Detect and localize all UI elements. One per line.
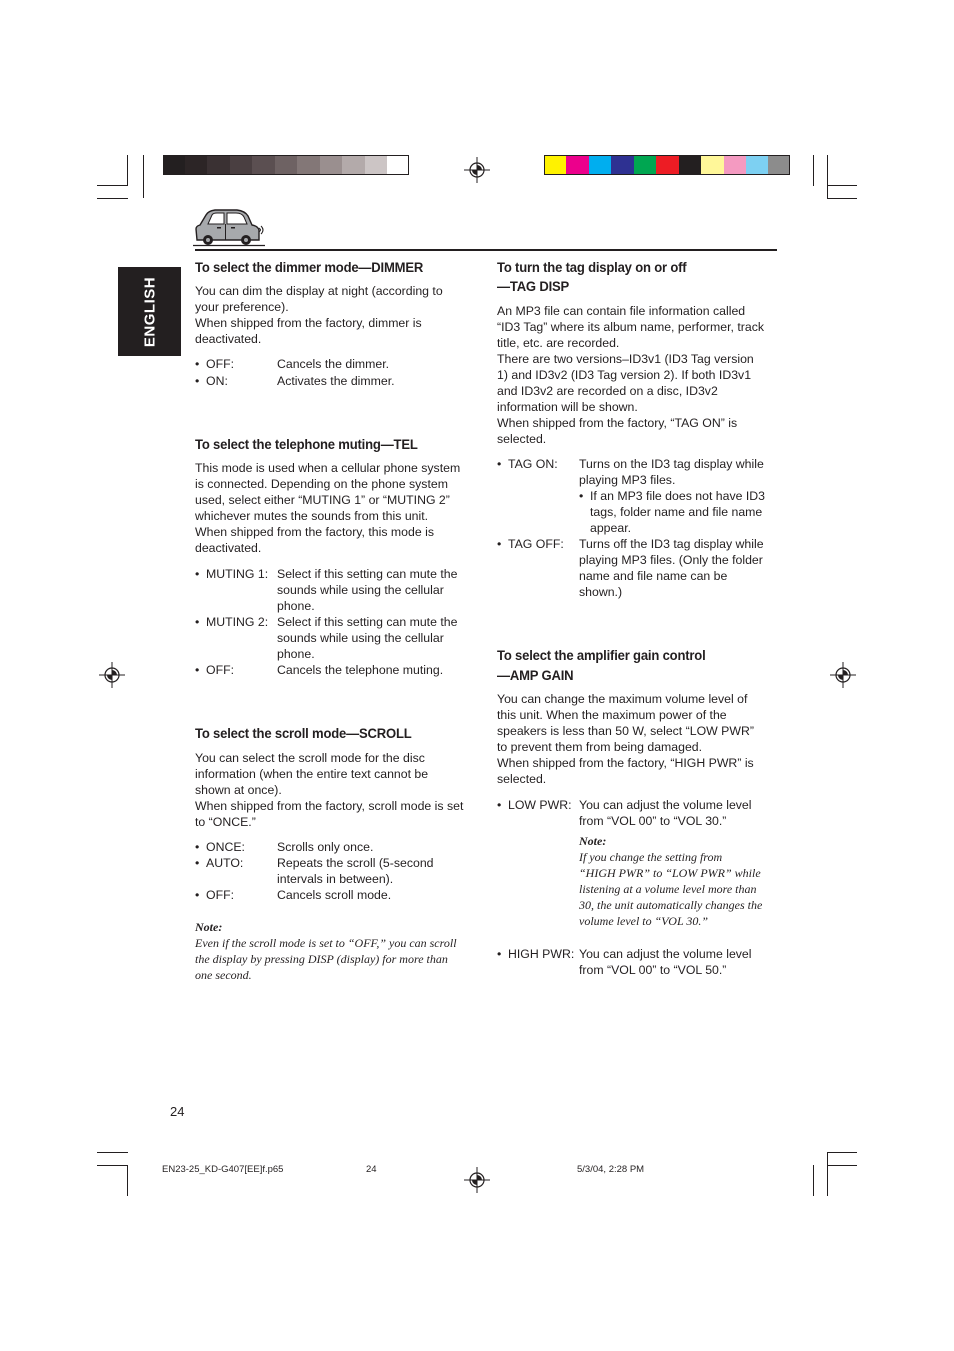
item-term: LOW PWR: xyxy=(508,798,572,812)
item-term: ONCE: xyxy=(206,840,245,854)
crop-mark xyxy=(127,155,128,186)
tag-heading-2: —TAG DISP xyxy=(497,279,570,295)
list-item xyxy=(195,662,485,678)
bar-outline xyxy=(544,155,790,175)
car-icon xyxy=(193,207,265,247)
item-desc: Cancels the telephone muting. xyxy=(277,663,444,677)
crop-mark xyxy=(813,1165,814,1196)
item-desc: If an MP3 file does not have ID3 tags, folder name and file name appear. xyxy=(590,489,765,535)
item-desc: Scrolls only once. xyxy=(277,840,374,854)
item-term: TAG OFF: xyxy=(508,537,564,551)
bullet: • xyxy=(497,537,502,551)
language-tab xyxy=(118,267,181,356)
note-text: If you change the setting from “HIGH PWR” to “LOW PWR” while listening at a volume level more than 30, the unit automatically changes the volume level to “VOL 30.” xyxy=(579,850,763,928)
bullet: • xyxy=(195,567,200,581)
crop-mark xyxy=(97,1165,128,1166)
tel-heading: To select the telephone muting—TEL xyxy=(195,437,418,453)
crop-mark xyxy=(827,185,857,186)
item-desc: Select if this setting can mute the sounds while using the cellular phone. xyxy=(277,615,458,661)
item-term: OFF: xyxy=(206,663,235,677)
crop-mark xyxy=(827,198,857,199)
item-desc: Turns off the ID3 tag display while playing MP3 files. (Only the folder name and file name can be shown.) xyxy=(579,537,764,599)
item-term: MUTING 2: xyxy=(206,615,269,629)
crop-mark xyxy=(827,1165,857,1166)
list-item xyxy=(497,536,782,600)
crop-mark xyxy=(827,1152,857,1153)
list-item xyxy=(195,356,485,372)
dimmer-body: You can dim the display at night (according to your preference). When shipped from the factory, dimmer is deactivated. xyxy=(195,284,443,346)
amp-heading-2: —AMP GAIN xyxy=(497,668,574,684)
bullet: • xyxy=(497,947,502,961)
item-desc: Repeats the scroll (5-second intervals in between). xyxy=(277,856,434,886)
tag-body: An MP3 file can contain file information called “ID3 Tag” where its album name, performer, track title, etc. are recorded. There are two versions–ID3v1 (ID3 Tag version 1) and ID3v2 (ID3 Tag version 2). If both ID3v1 and ID3v2 are recorded on a disc, ID3v2 information will be shown. When shipped from the factory, “TAG ON” is selected. xyxy=(497,304,764,446)
item-desc: Cancels scroll mode. xyxy=(277,888,392,902)
item-term: MUTING 1: xyxy=(206,567,269,581)
footer-date: 5/3/04, 2:28 PM xyxy=(577,1164,645,1175)
bullet: • xyxy=(579,489,584,503)
list-item xyxy=(497,946,782,978)
crop-mark xyxy=(97,185,128,186)
item-desc: Select if this setting can mute the sounds while using the cellular phone. xyxy=(277,567,458,613)
bullet: • xyxy=(195,357,200,371)
item-term: TAG ON: xyxy=(508,457,558,471)
item-term: AUTO: xyxy=(206,856,244,870)
footer-page: 24 xyxy=(366,1164,377,1175)
bullet: • xyxy=(497,457,502,471)
item-term: OFF: xyxy=(206,357,235,371)
item-desc: You can adjust the volume level from “VOL 00” to “VOL 50.” xyxy=(579,947,752,977)
item-desc: Turns on the ID3 tag display while playing MP3 files. xyxy=(579,457,764,487)
crop-mark xyxy=(97,198,128,199)
bullet: • xyxy=(195,663,200,677)
amp-heading: To select the amplifier gain control xyxy=(497,648,706,664)
crop-mark xyxy=(827,155,828,198)
bullet: • xyxy=(195,856,200,870)
item-term: OFF: xyxy=(206,888,235,902)
list-item xyxy=(195,887,485,903)
registration-mark-icon xyxy=(464,1167,490,1193)
registration-mark-icon xyxy=(830,662,856,688)
bullet: • xyxy=(195,840,200,854)
sub-list-item xyxy=(579,488,784,536)
list-item xyxy=(195,373,485,389)
language-tab-label: ENGLISH xyxy=(141,276,159,348)
item-desc: Activates the dimmer. xyxy=(277,374,395,388)
crop-mark xyxy=(813,155,814,186)
scroll-heading: To select the scroll mode—SCROLL xyxy=(195,726,412,742)
grayscale-bar xyxy=(163,155,409,175)
list-item xyxy=(497,456,782,488)
registration-mark-icon xyxy=(99,662,125,688)
crop-mark xyxy=(97,1152,128,1153)
tel-body: This mode is used when a cellular phone system is connected. Depending on the phone system used, select either “MUTING 1” or “MUTING 2” whichever mutes the sounds from this unit. When shipped from the factory, this mode is deactivated. xyxy=(195,461,461,555)
bullet: • xyxy=(195,888,200,902)
tag-heading: To turn the tag display on or off xyxy=(497,260,687,276)
scroll-body: You can select the scroll mode for the disc information (when the entire text cannot be shown at once). When shipped from the factory, scroll mode is set to “ONCE.” xyxy=(195,751,464,829)
color-bar xyxy=(544,155,790,175)
item-desc: Cancels the dimmer. xyxy=(277,357,390,371)
note-label: Note: xyxy=(195,920,223,934)
list-item xyxy=(195,614,485,662)
bullet: • xyxy=(497,798,502,812)
note-label: Note: xyxy=(579,834,607,848)
list-item xyxy=(195,839,485,855)
crop-mark xyxy=(127,1165,128,1196)
crop-mark xyxy=(143,155,144,198)
bullet: • xyxy=(195,615,200,629)
item-desc: You can adjust the volume level from “VOL 00” to “VOL 30.” xyxy=(579,798,752,828)
item-term: HIGH PWR: xyxy=(508,947,575,961)
item-term: ON: xyxy=(206,374,228,388)
list-item xyxy=(195,855,485,887)
amp-body: You can change the maximum volume level of this unit. When the maximum power of the speakers is less than 50 W, select “LOW PWR” to prevent them from being damaged. When shipped from the factory, “HIGH PWR” is selected. xyxy=(497,692,754,786)
list-item xyxy=(195,566,485,614)
registration-mark-icon xyxy=(464,157,490,183)
bullet: • xyxy=(195,374,200,388)
dimmer-heading: To select the dimmer mode—DIMMER xyxy=(195,260,424,276)
crop-mark xyxy=(827,1152,828,1196)
footer-file: EN23-25_KD-G407[EE]f.p65 xyxy=(162,1164,284,1175)
note-text: Even if the scroll mode is set to “OFF,” you can scroll the display by pressing DISP (display) for more than one second. xyxy=(195,936,457,982)
bar-outline xyxy=(163,155,409,175)
header-rule xyxy=(195,249,777,251)
page-number: 24 xyxy=(170,1104,185,1119)
list-item xyxy=(497,797,782,829)
